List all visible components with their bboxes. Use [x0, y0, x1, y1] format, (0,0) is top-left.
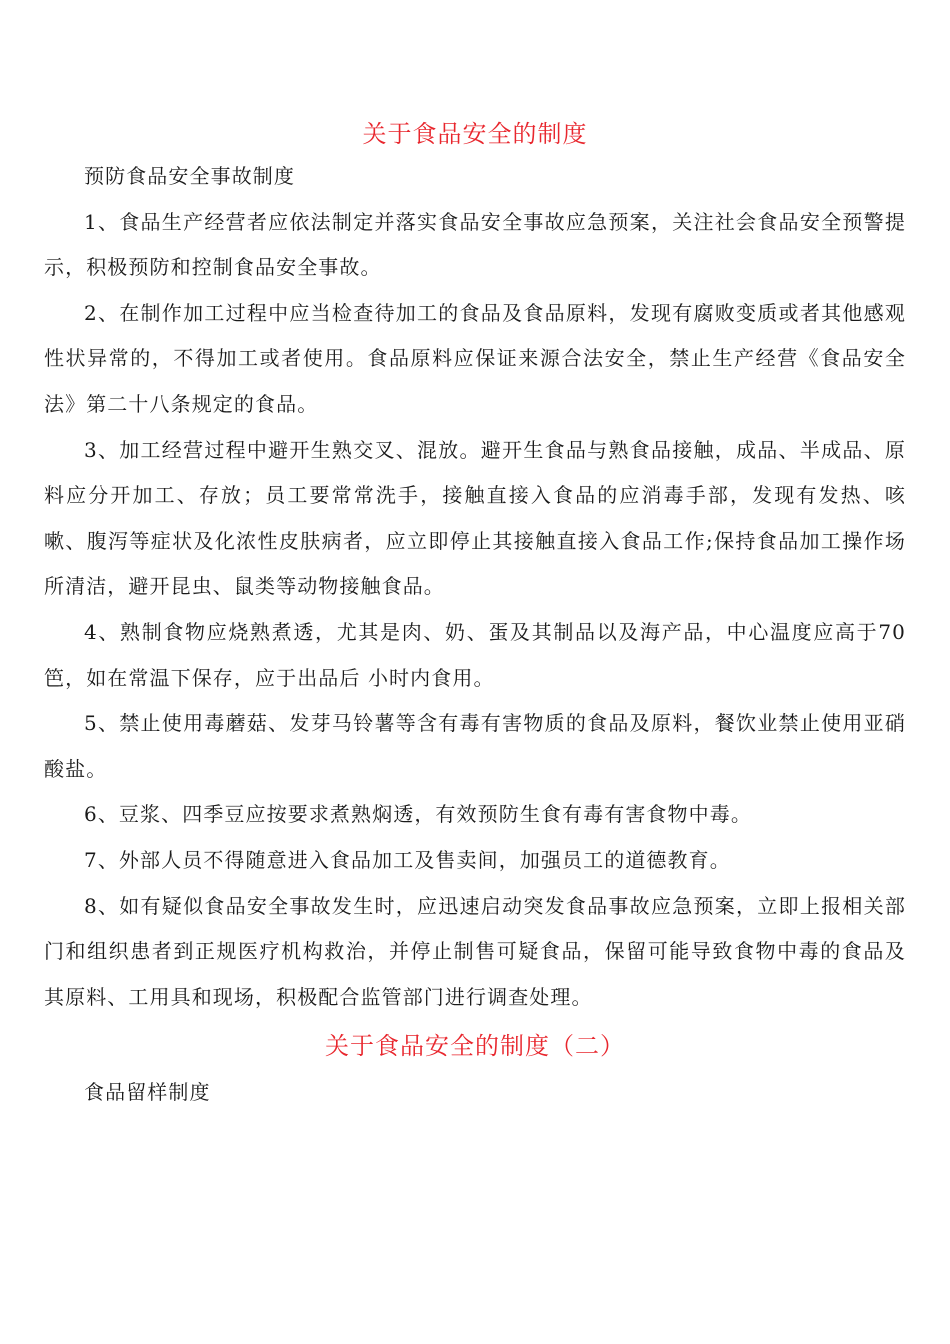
rule-item-8: 8、如有疑似食品安全事故发生时，应迅速启动突发食品事故应急预案，立即上报相关部门和组织患者到正规医疗机构救治，并停止制售可疑食品，保留可能导致食物中毒的食品及其原料、工用具和现场，积极配合监管部门进行调查处理。 — [44, 893, 906, 1009]
rule-item-6: 6、豆浆、四季豆应按要求煮熟焖透，有效预防生食有毒有害食物中毒。 — [84, 802, 752, 827]
rule-item-2: 2、在制作加工过程中应当检查待加工的食品及食品原料，发现有腐败变质或者其他感观性状异常的，不得加工或者使用。食品原料应保证来源合法安全，禁止生产经营《食品安全法》第二十八条规定的食品。 — [44, 300, 906, 416]
rule-item-3: 3、加工经营过程中避开生熟交叉、混放。避开生食品与熟食品接触，成品、半成品、原料应分开加工、存放；员工要常常洗手，接触直接入食品的应消毒手部，发现有发热、咳嗽、腹泻等症状及化浓性皮肤病者，应立即停止其接触直接入食品工作;保持食品加工操作场所清洁，避开昆虫、鼠类等动物接触食品。 — [44, 437, 906, 599]
document-title: 关于食品安全的制度 — [362, 120, 588, 148]
rule-item-5: 5、禁止使用毒蘑菇、发芽马铃薯等含有毒有害物质的食品及原料，餐饮业禁止使用亚硝酸盐。 — [44, 711, 906, 781]
section-2-title: 关于食品安全的制度（二） — [325, 1032, 625, 1061]
rule-item-4: 4、熟制食物应烧熟煮透，尤其是肉、奶、蛋及其制品以及海产品，中心温度应高于70笆，如在常温下保存，应于出品后 小时内食用。 — [44, 619, 906, 690]
rule-item-7: 7、外部人员不得随意进入食品加工及售卖间，加强员工的道德教育。 — [84, 847, 731, 872]
section-2-subtitle: 食品留样制度 — [84, 1080, 211, 1105]
rule-item-1: 1、食品生产经营者应依法制定并落实食品安全事故应急预案，关注社会食品安全预警提示，积极预防和控制食品安全事故。 — [44, 209, 906, 280]
section-subtitle: 预防食品安全事故制度 — [84, 164, 295, 188]
